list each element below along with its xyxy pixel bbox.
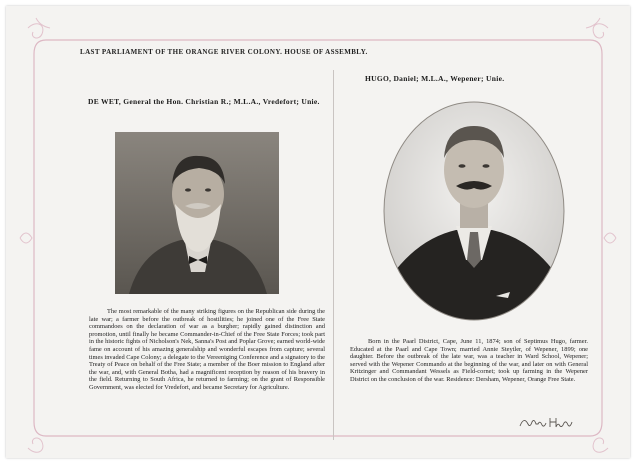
column-divider (333, 70, 334, 440)
right-member-biography: Born in the Paarl District, Cape, June 11, 1874; son of Septimus Hugo, farmer. Educated at the Paarl and Cape Town; married Annie Steytler, of Wepener, 1899; one daughter. Before the outbreak of the late war, was a teacher in Ward School, Wepener; served with the Wepener Commando at the beginning of the war, and later on with General Kritzinger and Commandant Wessels as Field-cornet; took up farming in the Wepener District on the conclusion of the war. Residence: Dersham, Wepener, Orange Free State. (350, 338, 588, 383)
portrait-photo-right (382, 100, 566, 322)
handwritten-signature (518, 412, 574, 432)
left-member-name: DE WET, General the Hon. Christian R.; M.L.A., Vredefort; Unie. (88, 97, 320, 106)
right-member-name: HUGO, Daniel; M.L.A., Wepener; Unie. (365, 74, 505, 83)
left-member-biography: The most remarkable of the many striking figures on the Republican side during the late war; a farmer before the outbreak of hostilities; he joined one of the Free State commandoes on the declaration of war as a burgher; rapidly gained distinction and promotion, until finally he became Commander-in-Chief of the Free State Forces; took part in the historic fights of Nicholson's Nek, Sanna's Post and Poplar Grove; earned world-wide fame on account of his amazing generalship and wonderful escapes from capture; several times invaded Cape Colony; a delegate to the Vereeniging Conference and a signatory to the Treaty of Peace on behalf of the Free State; a member of the Boer mission to England after the war, and, with General Botha, had a magnificent reception by reason of his bravery in the field. Returning to South Africa, he returned to farming; on the grant of Responsible Government, was elected for Vredefort, and became Secretary for Agriculture. (89, 308, 325, 391)
portrait-photo-left (115, 132, 279, 294)
page-header: LAST PARLIAMENT OF THE ORANGE RIVER COLONY. HOUSE OF ASSEMBLY. (80, 48, 368, 56)
